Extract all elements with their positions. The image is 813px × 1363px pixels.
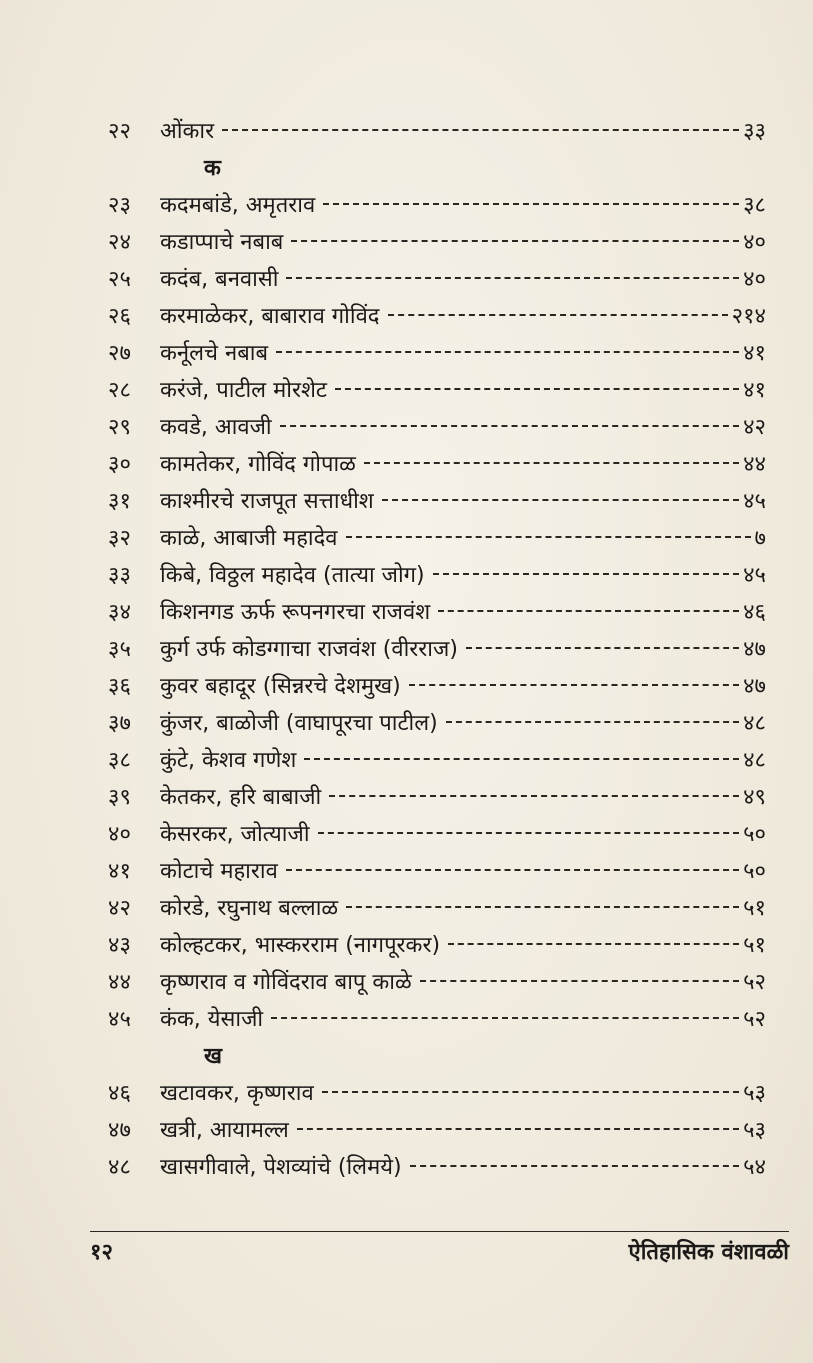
- dot-leader: [304, 758, 739, 760]
- dot-leader: [409, 684, 739, 686]
- entry-number: २७: [108, 341, 131, 366]
- entry-page-number: ४०: [743, 230, 766, 255]
- dot-leader: [346, 536, 751, 538]
- dot-leader: [466, 647, 739, 649]
- entry-number: ३१: [108, 489, 131, 514]
- entry-page-number: ४०: [743, 267, 766, 292]
- entry-line: [160, 705, 766, 742]
- entry-line: [160, 779, 766, 816]
- toc-entry: [0, 1149, 813, 1186]
- entry-line: [160, 224, 766, 261]
- entry-page-number: ४४: [743, 452, 766, 477]
- dot-leader: [276, 351, 739, 353]
- entry-page-number: ५३: [743, 1081, 766, 1106]
- toc-entry: [0, 113, 813, 150]
- toc-entry: [0, 557, 813, 594]
- dot-leader: [286, 869, 739, 871]
- toc-entry: [0, 594, 813, 631]
- entry-title: कर्नूलचे नबाब: [160, 341, 269, 366]
- toc-entry: [0, 1075, 813, 1112]
- toc-entry: [0, 816, 813, 853]
- entry-page-number: ५१: [743, 896, 766, 921]
- entry-page-number: ५४: [743, 1155, 766, 1180]
- footer-page-number: १२: [90, 1240, 113, 1265]
- section-heading: [0, 1038, 813, 1075]
- entry-number: ३०: [108, 452, 131, 477]
- entry-page-number: ४७: [743, 674, 766, 699]
- entry-number: २९: [108, 415, 131, 440]
- entry-line: [160, 1149, 766, 1186]
- dot-leader: [286, 277, 739, 279]
- entry-line: [160, 890, 766, 927]
- entry-title: करंजे, पाटील मोरशेट: [160, 378, 327, 403]
- entry-page-number: ४७: [743, 637, 766, 662]
- entry-page-number: ४२: [743, 415, 766, 440]
- toc-entry: [0, 483, 813, 520]
- entry-line: [160, 298, 766, 335]
- toc-entry: [0, 261, 813, 298]
- entry-page-number: ४६: [743, 600, 766, 625]
- entry-number: ३४: [108, 600, 131, 625]
- toc-entry: [0, 298, 813, 335]
- entry-number: ३३: [108, 563, 131, 588]
- entry-title: केतकर, हरि बाबाजी: [160, 785, 322, 810]
- dot-leader: [433, 573, 739, 575]
- dot-leader: [335, 388, 739, 390]
- entry-line: [160, 631, 766, 668]
- toc-entry: [0, 890, 813, 927]
- entry-title: किशनगड ऊर्फ रूपनगरचा राजवंश: [160, 600, 431, 625]
- entry-line: [160, 668, 766, 705]
- entry-title: कोरडे, रघुनाथ बल्लाळ: [160, 896, 339, 921]
- entry-title: कुंजर, बाळोजी (वाघापूरचा पाटील): [160, 711, 438, 736]
- entry-title: करमाळेकर, बाबाराव गोविंद: [160, 304, 380, 329]
- entry-number: २८: [108, 378, 131, 403]
- entry-line: [160, 964, 766, 1001]
- toc-entry: [0, 742, 813, 779]
- entry-title: कामतेकर, गोविंद गोपाळ: [160, 452, 356, 477]
- toc-entry: [0, 631, 813, 668]
- entry-line: [160, 113, 766, 150]
- entry-line: [160, 261, 766, 298]
- entry-number: २६: [108, 304, 131, 329]
- toc-entry: [0, 446, 813, 483]
- toc-entry: [0, 520, 813, 557]
- entry-line: [160, 594, 766, 631]
- entry-page-number: ४१: [743, 378, 766, 403]
- toc-entry: [0, 853, 813, 890]
- entry-page-number: २१४: [731, 304, 766, 329]
- toc-entry: [0, 409, 813, 446]
- section-heading: [0, 150, 813, 187]
- footer-divider: [90, 1231, 789, 1232]
- entry-number: ३७: [108, 711, 131, 736]
- entry-number: ४१: [108, 859, 131, 884]
- entry-page-number: ३८: [743, 193, 766, 218]
- dot-leader: [318, 832, 740, 834]
- entry-title: कोटाचे महाराव: [160, 859, 278, 884]
- dot-leader: [410, 1165, 740, 1167]
- toc-entry: [0, 705, 813, 742]
- dot-leader: [364, 462, 739, 464]
- entry-number: ४५: [108, 1007, 131, 1032]
- entry-title: कदंब, बनवासी: [160, 267, 279, 292]
- section-letter: ख: [204, 1044, 222, 1069]
- entry-page-number: ४८: [743, 748, 766, 773]
- dot-leader: [420, 980, 739, 982]
- entry-page-number: ४८: [743, 711, 766, 736]
- entry-page-number: ७: [754, 526, 766, 551]
- entry-number: ४३: [108, 933, 131, 958]
- entry-page-number: ५०: [743, 822, 766, 847]
- entry-number: ४६: [108, 1081, 131, 1106]
- entry-title: कुवर बहादूर (सिन्नरचे देशमुख): [160, 674, 401, 699]
- dot-leader: [271, 1017, 739, 1019]
- dot-leader: [322, 1091, 739, 1093]
- toc-entry: [0, 927, 813, 964]
- entry-number: २४: [108, 230, 131, 255]
- entry-title: कृष्णराव व गोविंदराव बापू काळे: [160, 970, 412, 995]
- entry-number: ४७: [108, 1118, 131, 1143]
- entry-page-number: ५३: [743, 1118, 766, 1143]
- entry-line: [160, 927, 766, 964]
- dot-leader: [388, 314, 728, 316]
- entry-number: ३६: [108, 674, 131, 699]
- entry-line: [160, 372, 766, 409]
- entry-number: २३: [108, 193, 131, 218]
- entry-title: कदमबांडे, अमृतराव: [160, 193, 316, 218]
- entry-line: [160, 446, 766, 483]
- entry-title: कडाप्पाचे नबाब: [160, 230, 284, 255]
- entry-line: [160, 1075, 766, 1112]
- entry-line: [160, 816, 766, 853]
- entry-title: काळे, आबाजी महादेव: [160, 526, 338, 551]
- toc-entry: [0, 1001, 813, 1038]
- toc-entry: [0, 372, 813, 409]
- entry-page-number: ४५: [743, 489, 766, 514]
- toc-entry: [0, 335, 813, 372]
- dot-leader: [446, 721, 739, 723]
- entry-title: कुर्ग उर्फ कोडग्गाचा राजवंश (वीरराज): [160, 637, 458, 662]
- section-letter: क: [204, 156, 221, 181]
- table-of-contents: [0, 113, 813, 1186]
- entry-title: कवडे, आवजी: [160, 415, 272, 440]
- toc-entry: [0, 779, 813, 816]
- dot-leader: [297, 1128, 739, 1130]
- entry-page-number: ३३: [743, 119, 766, 144]
- entry-number: ३८: [108, 748, 131, 773]
- toc-entry: [0, 964, 813, 1001]
- entry-page-number: ५२: [743, 970, 766, 995]
- dot-leader: [323, 203, 739, 205]
- entry-line: [160, 520, 766, 557]
- toc-entry: [0, 668, 813, 705]
- entry-title: कोल्हटकर, भास्करराम (नागपूरकर): [160, 933, 441, 958]
- entry-number: ४०: [108, 822, 131, 847]
- entry-line: [160, 853, 766, 890]
- entry-number: ३९: [108, 785, 131, 810]
- entry-number: ४२: [108, 896, 131, 921]
- entry-page-number: ५१: [743, 933, 766, 958]
- toc-entry: [0, 1112, 813, 1149]
- dot-leader: [438, 610, 739, 612]
- entry-page-number: ५०: [743, 859, 766, 884]
- entry-line: [160, 1112, 766, 1149]
- entry-number: २५: [108, 267, 131, 292]
- entry-title: किबे, विठ्ठल महादेव (तात्या जोग): [160, 563, 425, 588]
- entry-number: ३५: [108, 637, 131, 662]
- entry-title: कुंटे, केशव गणेश: [160, 748, 297, 773]
- entry-line: [160, 409, 766, 446]
- dot-leader: [291, 240, 739, 242]
- entry-title: काश्मीरचे राजपूत सत्ताधीश: [160, 489, 374, 514]
- entry-page-number: ५२: [743, 1007, 766, 1032]
- entry-title: खत्री, आयामल्ल: [160, 1118, 289, 1143]
- dot-leader: [222, 129, 739, 131]
- entry-line: [160, 335, 766, 372]
- entry-line: [160, 483, 766, 520]
- entry-title: कंक, येसाजी: [160, 1007, 264, 1032]
- entry-number: ३२: [108, 526, 131, 551]
- dot-leader: [280, 425, 739, 427]
- entry-title: खासगीवाले, पेशव्यांचे (लिमये): [160, 1155, 402, 1180]
- entry-number: ४८: [108, 1155, 131, 1180]
- entry-line: [160, 1001, 766, 1038]
- dot-leader: [329, 795, 739, 797]
- entry-line: [160, 187, 766, 224]
- entry-line: [160, 557, 766, 594]
- entry-line: [160, 742, 766, 779]
- entry-title: ओंकार: [160, 119, 215, 144]
- entry-title: खटावकर, कृष्णराव: [160, 1081, 314, 1106]
- dot-leader: [448, 943, 739, 945]
- dot-leader: [382, 499, 739, 501]
- toc-entry: [0, 224, 813, 261]
- entry-number: २२: [108, 119, 131, 144]
- entry-title: केसरकर, जोत्याजी: [160, 822, 310, 847]
- entry-page-number: ४९: [743, 785, 766, 810]
- dot-leader: [346, 906, 739, 908]
- entry-page-number: ४१: [743, 341, 766, 366]
- toc-entry: [0, 187, 813, 224]
- footer-book-title: ऐतिहासिक वंशावळी: [628, 1240, 789, 1265]
- entry-page-number: ४५: [743, 563, 766, 588]
- entry-number: ४४: [108, 970, 131, 995]
